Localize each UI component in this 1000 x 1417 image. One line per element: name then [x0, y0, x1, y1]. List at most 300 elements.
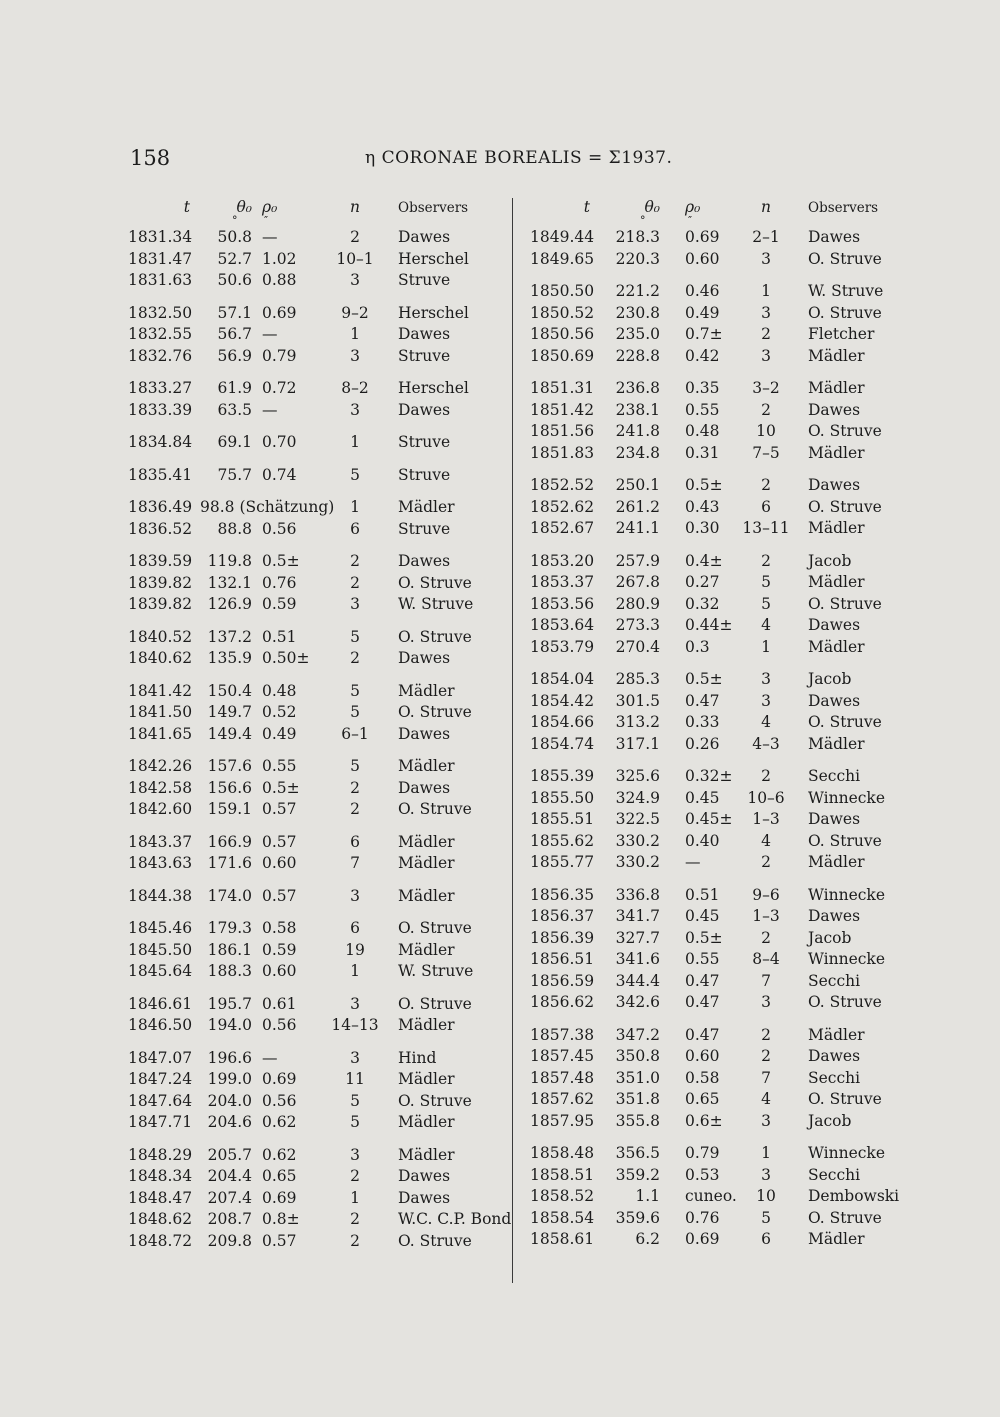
epoch-cell: 1848.34 [128, 1167, 193, 1185]
table-row [128, 1016, 508, 1038]
observation-group [128, 433, 508, 455]
table-row [128, 833, 508, 855]
separation-cell: 0.4± [685, 551, 723, 570]
table-row [530, 573, 890, 595]
table-row [128, 1210, 512, 1232]
nights-cell: 6 [350, 919, 360, 937]
observer-cell: Mädler [808, 443, 865, 462]
observer-cell: Winnecke [808, 950, 886, 968]
epoch-cell: 1851.56 [530, 422, 595, 440]
epoch-cell: 1852.52 [530, 476, 595, 494]
position-angle-cell: 150.4 [207, 681, 252, 700]
position-angle-cell: 61.9 [217, 379, 252, 397]
nights-cell: 1 [350, 433, 360, 451]
nights-cell: 2 [761, 1047, 771, 1065]
table-row [530, 228, 890, 250]
nights-cell: 3 [350, 1048, 360, 1067]
separation-cell: 0.5± [685, 670, 723, 688]
nights-cell: 3 [761, 249, 771, 268]
observer-cell: Dawes [398, 1167, 451, 1185]
observation-group [128, 304, 508, 369]
nights-cell: 5 [350, 703, 360, 721]
observer-cell: W. Struve [808, 282, 884, 300]
table-row [530, 670, 890, 692]
position-angle-cell: 327.7 [615, 928, 660, 947]
nights-cell: 5 [350, 627, 360, 646]
epoch-cell: 1858.61 [530, 1230, 595, 1248]
epoch-cell: 1851.31 [530, 379, 595, 397]
epoch-cell: 1856.37 [530, 907, 595, 925]
table-header [128, 198, 508, 228]
epoch-cell: 1857.95 [530, 1111, 595, 1130]
position-angle-cell: 301.5 [615, 691, 660, 710]
separation-cell: 0.47 [685, 993, 720, 1011]
degree-unit: ° [232, 214, 238, 227]
table-row [530, 886, 890, 908]
observer-cell: O. Struve [808, 422, 882, 440]
position-angle-cell: 241.1 [615, 519, 660, 537]
nights-cell: 11 [345, 1070, 365, 1088]
nights-cell: 2 [761, 325, 771, 343]
observer-cell: Dawes [398, 778, 451, 797]
nights-cell: 1 [761, 637, 771, 656]
nights-cell: 2 [350, 649, 360, 667]
position-angle-cell: 324.9 [615, 788, 660, 807]
position-angle-cell: 238.1 [615, 400, 660, 419]
observer-cell: Mädler [808, 637, 865, 656]
nights-cell: 3 [350, 400, 360, 419]
observer-cell: O. Struve [808, 1208, 882, 1227]
separation-cell: 0.70 [262, 433, 297, 451]
table-row [128, 800, 508, 822]
nights-cell: 7 [761, 971, 771, 990]
separation-cell: 0.31 [685, 443, 720, 462]
separation-cell: 0.76 [685, 1208, 720, 1227]
observer-cell: O. Struve [808, 1090, 882, 1108]
separation-cell: 0.59 [262, 595, 297, 613]
table-row [128, 628, 508, 650]
nights-cell: 8–2 [341, 379, 369, 397]
separation-cell: 0.47 [685, 691, 720, 710]
position-angle-cell: 149.7 [207, 703, 252, 721]
nights-cell: 1 [350, 498, 360, 516]
epoch-cell: 1855.39 [530, 767, 595, 785]
observer-cell: Mädler [808, 573, 865, 591]
observation-group [530, 767, 890, 875]
left-observation-table [128, 198, 512, 1264]
separation-cell: 0.46 [685, 282, 720, 300]
position-angle-cell: 88.8 [217, 519, 252, 538]
separation-cell: 0.6± [685, 1111, 723, 1130]
position-angle-cell: 204.6 [207, 1113, 252, 1131]
separation-cell: 0.32± [685, 767, 733, 785]
separation-cell: 0.26 [685, 734, 720, 753]
nights-cell: 1–3 [752, 907, 780, 925]
position-angle-cell: 1.1 [635, 1187, 660, 1205]
epoch-cell: 1832.50 [128, 303, 193, 322]
table-row [530, 832, 890, 854]
position-angle-cell: 63.5 [217, 400, 252, 419]
nights-cell: 6 [350, 832, 360, 851]
position-angle-cell: 179.3 [207, 919, 252, 937]
position-angle-cell: 218.3 [615, 228, 660, 246]
observer-cell: Mädler [398, 832, 455, 851]
header-t: t [583, 198, 590, 216]
table-row [530, 692, 890, 714]
observer-cell: Mädler [808, 734, 865, 753]
nights-cell: 3 [350, 1145, 360, 1164]
table-row [530, 616, 890, 638]
epoch-cell: 1852.67 [530, 519, 595, 537]
table-row [530, 325, 890, 347]
nights-cell: 3 [761, 993, 771, 1011]
arcsec-unit: ″ [688, 214, 693, 227]
table-row [530, 476, 890, 498]
position-angle-cell: 159.1 [207, 800, 252, 818]
table-row [128, 995, 508, 1017]
epoch-cell: 1855.51 [530, 810, 595, 828]
header-t: t [183, 198, 190, 216]
observer-cell: Fletcher [808, 325, 875, 343]
separation-cell: 0.49 [685, 303, 720, 322]
separation-cell: 0.48 [685, 422, 720, 440]
nights-cell: 4 [761, 1090, 771, 1108]
epoch-cell: 1855.77 [530, 853, 595, 871]
position-angle-cell: 199.0 [207, 1070, 252, 1088]
right-observation-table [530, 198, 900, 1263]
separation-cell: 0.5± [262, 552, 300, 570]
observer-cell: Dawes [808, 810, 861, 828]
position-angle-cell: 330.2 [615, 853, 660, 871]
separation-cell: 0.33 [685, 713, 720, 731]
table-row [128, 347, 508, 369]
position-angle-cell: 204.4 [207, 1167, 252, 1185]
epoch-cell: 1842.60 [128, 800, 193, 818]
separation-cell: 0.56 [262, 519, 297, 538]
observation-group [128, 498, 508, 541]
nights-cell: 2 [761, 853, 771, 871]
observation-group [530, 886, 890, 1015]
separation-cell: 0.35 [685, 379, 720, 397]
observation-group [530, 670, 890, 756]
epoch-cell: 1841.50 [128, 703, 193, 721]
header-rho: ρ₀ [262, 198, 278, 216]
separation-cell: 0.57 [262, 832, 297, 851]
position-angle-cell: 285.3 [615, 670, 660, 688]
separation-cell: 0.56 [262, 1016, 297, 1034]
table-row [128, 1070, 508, 1092]
epoch-cell: 1848.29 [128, 1145, 193, 1164]
separation-cell: 0.7± [685, 325, 723, 343]
table-row [128, 1092, 508, 1114]
position-angle-cell: 119.8 [207, 552, 252, 570]
separation-cell: 0.88 [262, 271, 297, 289]
epoch-cell: 1831.47 [128, 249, 193, 268]
epoch-cell: 1854.74 [530, 734, 595, 753]
observer-cell: O. Struve [398, 919, 472, 937]
separation-cell: 0.45 [685, 788, 720, 807]
table-row [530, 1187, 900, 1209]
position-angle-cell: 149.4 [207, 724, 252, 743]
nights-cell: 3 [761, 1165, 771, 1184]
separation-cell: 0.58 [262, 919, 297, 937]
table-row [530, 767, 890, 789]
nights-cell: 4 [761, 713, 771, 731]
epoch-cell: 1857.48 [530, 1068, 595, 1087]
separation-cell: 0.60 [262, 962, 297, 980]
observer-cell: O. Struve [398, 994, 472, 1013]
epoch-cell: 1858.52 [530, 1187, 595, 1205]
nights-cell: 7 [761, 1068, 771, 1087]
observer-cell: O. Struve [808, 831, 882, 850]
epoch-cell: 1850.50 [530, 282, 595, 300]
observer-cell: Dawes [398, 649, 451, 667]
position-angle-cell: 234.8 [615, 443, 660, 462]
epoch-cell: 1832.76 [128, 346, 193, 365]
observer-cell: Jacob [808, 551, 852, 570]
nights-cell: 5 [761, 573, 771, 591]
separation-cell: 0.69 [685, 1230, 720, 1248]
nights-cell: 1 [350, 325, 360, 343]
position-angle-cell: 341.6 [615, 950, 660, 968]
separation-cell: 0.69 [262, 303, 297, 322]
epoch-cell: 1846.61 [128, 994, 193, 1013]
epoch-cell: 1841.65 [128, 724, 193, 743]
position-angle-cell: 359.2 [615, 1165, 660, 1184]
separation-cell: 0.48 [262, 681, 297, 700]
observation-group [128, 919, 508, 984]
separation-cell: 1.02 [262, 249, 297, 268]
nights-cell: 2 [350, 573, 360, 592]
epoch-cell: 1856.51 [530, 950, 595, 968]
nights-cell: 2 [350, 1167, 360, 1185]
observer-cell: Secchi [808, 1068, 861, 1087]
nights-cell: 3 [761, 346, 771, 365]
epoch-cell: 1858.54 [530, 1208, 595, 1227]
observer-cell: O. Struve [398, 703, 472, 721]
epoch-cell: 1847.07 [128, 1048, 193, 1067]
table-row [128, 962, 508, 984]
separation-cell: 0.51 [262, 627, 297, 646]
position-angle-cell: 313.2 [615, 713, 660, 731]
observation-group [530, 552, 890, 660]
separation-cell: 0.5± [262, 778, 300, 797]
table-row [530, 950, 890, 972]
observer-cell: Winnecke [808, 885, 886, 904]
nights-cell: 3 [761, 1111, 771, 1130]
nights-cell: 14–13 [331, 1016, 379, 1034]
observer-cell: O. Struve [808, 497, 882, 516]
table-row [128, 379, 508, 401]
position-angle-cell: 350.8 [615, 1047, 660, 1065]
table-row [128, 703, 508, 725]
observer-cell: Struve [398, 346, 451, 365]
separation-cell: 0.44± [685, 616, 733, 634]
separation-cell: 0.43 [685, 497, 720, 516]
position-angle-cell: 359.6 [615, 1208, 660, 1227]
nights-cell: 6 [350, 519, 360, 538]
separation-cell: 0.57 [262, 800, 297, 818]
epoch-cell: 1858.51 [530, 1165, 595, 1184]
position-angle-cell: 57.1 [217, 303, 252, 322]
position-angle-cell: 261.2 [615, 497, 660, 516]
observation-group [128, 379, 508, 422]
nights-cell: 2 [350, 1231, 360, 1250]
observer-cell: Dawes [808, 616, 861, 634]
observation-group [128, 1049, 508, 1135]
table-row [530, 282, 890, 304]
table-row [530, 444, 890, 466]
table-row [530, 929, 890, 951]
separation-cell: 0.74 [262, 465, 297, 484]
separation-cell: 0.30 [685, 519, 720, 537]
separation-cell: 0.56 [262, 1091, 297, 1110]
epoch-cell: 1853.56 [530, 594, 595, 613]
observation-group [128, 887, 508, 909]
epoch-cell: 1848.47 [128, 1188, 193, 1207]
table-row [530, 1144, 890, 1166]
separation-cell: 0.57 [262, 1231, 297, 1250]
observer-cell: Mädler [398, 1070, 455, 1088]
table-row [128, 595, 508, 617]
position-angle-cell: 257.9 [615, 551, 660, 570]
observation-group [128, 552, 508, 617]
nights-cell: 5 [350, 681, 360, 700]
nights-cell: 3 [761, 303, 771, 322]
table-row [530, 993, 890, 1015]
observer-cell: Dawes [808, 691, 861, 710]
table-row [530, 1112, 890, 1134]
observer-cell: Jacob [808, 670, 852, 688]
nights-cell: 3 [350, 994, 360, 1013]
position-angle-cell: 196.6 [207, 1048, 252, 1067]
epoch-cell: 1841.42 [128, 681, 193, 700]
separation-cell: 0.76 [262, 573, 297, 592]
epoch-cell: 1832.55 [128, 325, 193, 343]
observer-cell: Secchi [808, 767, 861, 785]
position-angle-cell: 126.9 [207, 595, 252, 613]
nights-cell: 2 [761, 551, 771, 570]
observation-group [128, 682, 508, 747]
nights-cell: 5 [761, 1208, 771, 1227]
table-row [530, 907, 890, 929]
position-angle-cell: 336.8 [615, 885, 660, 904]
separation-cell: 0.65 [685, 1090, 720, 1108]
table-row [128, 887, 508, 909]
position-angle-cell: 56.9 [217, 346, 252, 365]
nights-cell: 2 [761, 928, 771, 947]
position-angle-cell: 174.0 [207, 886, 252, 905]
observation-group [128, 833, 508, 876]
separation-cell: 0.53 [685, 1165, 720, 1184]
position-angle-cell: 56.7 [217, 325, 252, 343]
observer-cell: Dawes [808, 907, 861, 925]
table-row [530, 1166, 890, 1188]
position-angle-cell: 351.0 [615, 1068, 660, 1087]
nights-cell: 10–1 [336, 249, 374, 268]
header-theta: θ₀ [236, 198, 252, 216]
observation-group [530, 1144, 900, 1252]
position-angle-cell: 351.8 [615, 1090, 660, 1108]
observer-cell: Mädler [808, 853, 865, 871]
nights-cell: 3 [761, 691, 771, 710]
observer-cell: Struve [398, 433, 451, 451]
arcsec-unit: ″ [264, 214, 269, 227]
observer-cell: O. Struve [808, 303, 882, 322]
nights-cell: 9–2 [341, 303, 369, 322]
table-row [530, 1090, 890, 1112]
position-angle-cell: 342.6 [615, 993, 660, 1011]
table-row [128, 725, 508, 747]
epoch-cell: 1831.63 [128, 271, 193, 289]
separation-cell: 0.79 [262, 346, 297, 365]
observer-cell: Struve [398, 519, 451, 538]
observer-cell: W. Struve [398, 595, 474, 613]
observation-group [530, 228, 890, 271]
observer-cell: O. Struve [398, 800, 472, 818]
separation-cell: 0.60 [685, 1047, 720, 1065]
separation-cell: — [262, 228, 278, 246]
separation-cell: 0.59 [262, 940, 297, 959]
observer-cell: Herschel [398, 303, 469, 322]
position-angle-cell: 228.8 [615, 346, 660, 365]
position-angle-cell: 194.0 [207, 1016, 252, 1034]
observer-cell: Struve [398, 465, 451, 484]
nights-cell: 8–4 [752, 950, 780, 968]
page-number: 158 [130, 146, 171, 170]
table-row [128, 919, 508, 941]
column-divider [512, 198, 513, 1283]
position-angle-cell: 250.1 [615, 476, 660, 494]
observer-cell: O. Struve [808, 993, 882, 1011]
position-angle-cell: 156.6 [207, 778, 252, 797]
nights-cell: 2 [761, 1025, 771, 1044]
table-row [530, 519, 890, 541]
nights-cell: 4 [761, 616, 771, 634]
table-row [128, 271, 508, 293]
nights-cell: 2 [761, 476, 771, 494]
nights-cell: 2 [350, 800, 360, 818]
observer-cell: Dawes [808, 228, 861, 246]
table-row [530, 638, 890, 660]
epoch-cell: 1843.63 [128, 854, 193, 872]
epoch-cell: 1853.79 [530, 637, 595, 656]
observer-cell: Dawes [808, 476, 861, 494]
position-angle-cell: 98.8 (Schätzung) [200, 498, 335, 516]
observer-cell: Mädler [398, 1016, 455, 1034]
nights-cell: 6–1 [341, 724, 369, 743]
epoch-cell: 1850.56 [530, 325, 595, 343]
table-row [530, 552, 890, 574]
separation-cell: 0.72 [262, 379, 297, 397]
separation-cell: — [262, 325, 278, 343]
table-row [530, 810, 890, 832]
nights-cell: 5 [350, 757, 360, 775]
table-row [128, 401, 508, 423]
observer-cell: O. Struve [398, 627, 472, 646]
epoch-cell: 1833.27 [128, 379, 193, 397]
position-angle-cell: 135.9 [207, 649, 252, 667]
table-row [530, 595, 890, 617]
position-angle-cell: 356.5 [615, 1144, 660, 1162]
observer-cell: Dembowski [808, 1187, 900, 1205]
observation-group [128, 228, 508, 293]
header-n: n [761, 198, 771, 216]
separation-cell: 0.52 [262, 703, 297, 721]
position-angle-cell: 50.8 [217, 228, 252, 246]
position-angle-cell: 235.0 [615, 325, 660, 343]
degree-unit: ° [640, 214, 646, 227]
